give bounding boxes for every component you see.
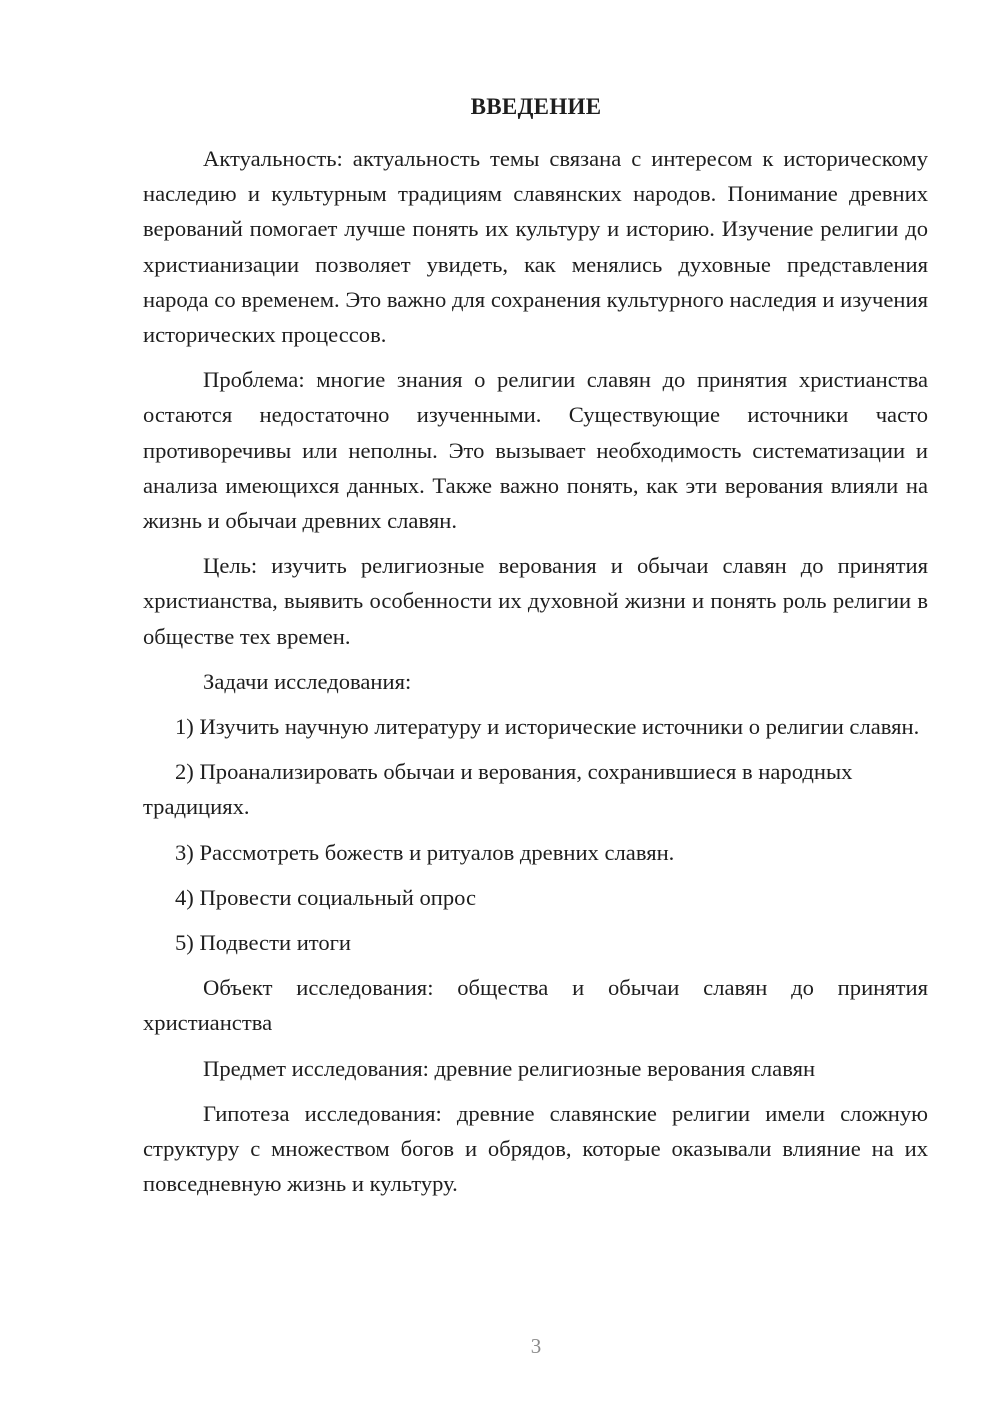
task-item: 4) Провести социальный опрос [175, 884, 477, 910]
page-number: 3 [530, 1334, 542, 1358]
problem-paragraph: Проблема: многие знания о религии славян до принятия христианства остаются недостаточно изученными. Существующие источники часто противоречивы или неполны. Это вызывает необходимость систематизации и анализа имеющихся данных. Также важно понять, как эти верования влияли на жизнь и обычаи древних славян. [143, 367, 928, 534]
document-body [143, 141, 928, 1201]
object-paragraph: Объект исследования: общества и обычаи славян до принятия христианства [143, 975, 928, 1036]
task-item: 3) Рассмотреть божеств и ритуалов древних славян. [175, 839, 675, 865]
relevance-paragraph: Актуальность: актуальность темы связана с интересом к историческому наследию и культурным традициям славянских народов. Понимание древних верований помогает лучше понять их культуру и историю. Изучение религии до христианизации позволяет увидеть, как менялись духовные представления народа со временем. Это важно для сохранения культурного наследия и изучения исторических процессов. [143, 146, 928, 348]
hypothesis-paragraph: Гипотеза исследования: древние славянские религии имели сложную структуру с множеством богов и обрядов, которые оказывали влияние на их повседневную жизнь и культуру. [143, 1100, 928, 1197]
subject-paragraph: Предмет исследования: древние религиозные верования славян [203, 1055, 816, 1081]
page-title: ВВЕДЕНИЕ [470, 94, 602, 119]
task-item: 1) Изучить научную литературу и исторические источники о религии славян. [175, 714, 920, 740]
tasks-heading: Задачи исследования: [203, 668, 412, 694]
task-item: 2) Проанализировать обычаи и верования, сохранившиеся в народных традициях. [143, 759, 853, 820]
task-item: 5) Подвести итоги [175, 930, 352, 956]
goal-paragraph: Цель: изучить религиозные верования и обычаи славян до принятия христианства, выявить особенности их духовной жизни и понять роль религии в обществе тех времен. [143, 553, 928, 649]
